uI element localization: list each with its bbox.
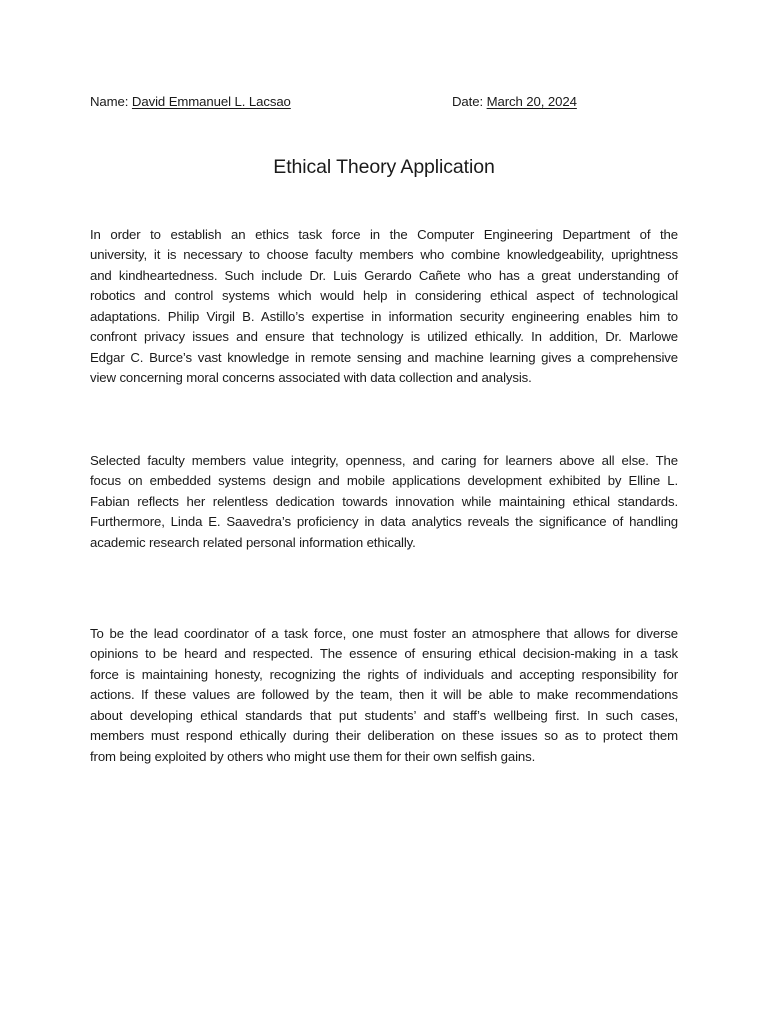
paragraph-line: Selected faculty members value integrity, openness, and caring for learners above all else. The (90, 453, 678, 468)
name-label: Name: (90, 94, 129, 109)
paragraph-line: Furthermore, Linda E. Saavedra’s proficiency in data analytics reveals the significance of handling (90, 514, 678, 530)
paragraph-line: To be the lead coordinator of a task force, one must foster an atmosphere that allows for diverse (90, 626, 678, 641)
document-header (90, 94, 678, 114)
date-label: Date: (452, 94, 484, 109)
paragraph-2 (90, 451, 678, 553)
paragraph-line: members must respond ethically during their deliberation on these issues so as to protect them (90, 728, 678, 744)
paragraph-line: adaptations. Philip Virgil B. Astillo’s expertise in information security engineering enables him to (90, 308, 678, 324)
paragraph-3 (90, 624, 678, 767)
paragraph-line: from being exploited by others who might use them for their own selfish gains. (90, 748, 536, 764)
paragraph-line: focus on embedded systems design and mobile applications development exhibited by Elline L. (90, 473, 678, 489)
paragraph-line: actions. If these values are followed by the team, then it will be able to make recommendations (90, 687, 678, 703)
paragraph-1 (90, 225, 678, 389)
paragraph-line: confront privacy issues and ensure that technology is utilized ethically. In addition, Dr. Marlowe (90, 329, 678, 345)
name-value: David Emmanuel L. Lacsao (131, 94, 291, 109)
paragraph-line: about developing ethical standards that put students’ and staff’s wellbeing first. In such cases, (90, 707, 678, 723)
paragraph-line: robotics and control systems which would help in considering ethical aspect of technological (90, 288, 678, 304)
paragraph-line: view concerning moral concerns associated with data collection and analysis. (90, 370, 532, 386)
name-field (90, 94, 291, 109)
date-value: March 20, 2024 (486, 94, 577, 109)
paragraph-line: university, it is necessary to choose faculty members who combine knowledgeability, uprightness (90, 247, 678, 263)
document-title: Ethical Theory Application (273, 156, 495, 178)
paragraph-line: Edgar C. Burce’s vast knowledge in remote sensing and machine learning gives a comprehensive (90, 349, 678, 365)
paragraph-line: force is maintaining honesty, recognizing the rights of individuals and accepting responsibility for (90, 666, 678, 682)
date-field (452, 94, 577, 109)
paragraph-line: academic research related personal information ethically. (90, 534, 416, 550)
paragraph-line: Fabian reflects her relentless dedication towards innovation while maintaining ethical standards. (90, 493, 678, 509)
paragraph-line: and kindheartedness. Such include Dr. Luis Gerardo Cañete who has a great understanding of (90, 267, 678, 283)
paragraph-line: opinions to be heard and respected. The essence of ensuring ethical decision-making in a task (90, 646, 678, 662)
paragraph-line: In order to establish an ethics task force in the Computer Engineering Department of the (90, 227, 678, 242)
